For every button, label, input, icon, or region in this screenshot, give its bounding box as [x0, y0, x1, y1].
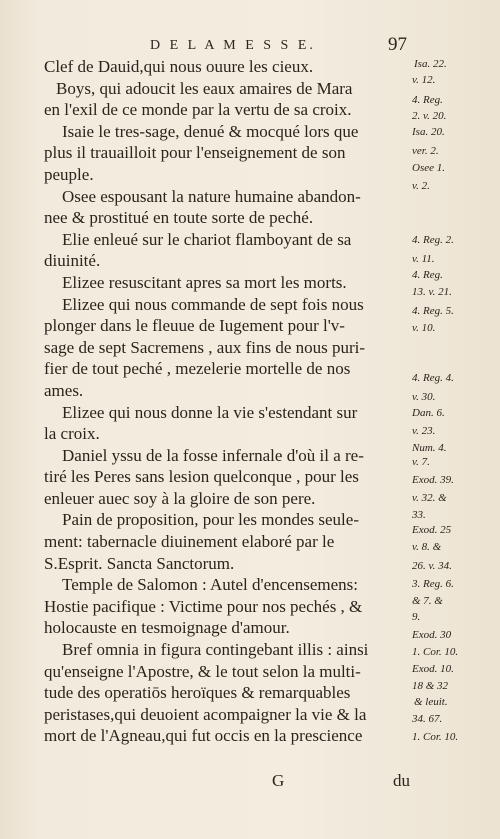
margin-note: v. 10. — [412, 322, 436, 334]
margin-note: & leuit. — [414, 696, 448, 708]
margin-note: Osee 1. — [412, 162, 445, 174]
text-line: Elizee qui nous commande de sept fois nous — [62, 294, 364, 314]
margin-note: 4. Reg. — [412, 269, 443, 281]
text-line: Osee espousant la nature humaine abandon- — [62, 186, 361, 206]
text-line: enleuer auec soy à la gloire de son pere. — [44, 488, 316, 508]
margin-note: v. 12. — [412, 74, 436, 86]
margin-note: 1. Cor. 10. — [412, 731, 459, 743]
margin-note: 26. v. 34. — [412, 560, 452, 572]
margin-note: 4. Reg. 2. — [412, 234, 454, 246]
text-line: qu'enseigne l'Apostre, & le tout selon la multi- — [44, 661, 361, 681]
margin-note: Isa. 22. — [414, 58, 447, 70]
margin-note: 4. Reg. 5. — [412, 305, 454, 317]
text-line: Pain de proposition, pour les mondes seule- — [62, 510, 359, 530]
text-line: Elizee resuscitant apres sa mort les morts. — [62, 272, 347, 292]
margin-note: v. 2. — [412, 180, 430, 192]
page-number: 97 — [388, 34, 407, 55]
text-line: Boys, qui adoucit les eaux amaires de Mara — [56, 78, 353, 98]
margin-note: 4. Reg. — [412, 94, 443, 106]
text-line: Daniel yssu de la fosse infernale d'où il a re- — [62, 445, 364, 465]
margin-note: 2. v. 20. — [412, 110, 447, 122]
running-header: D E L A M E S S E. — [150, 38, 316, 53]
signature-mark: G — [272, 771, 285, 790]
margin-note: 4. Reg. 4. — [412, 372, 454, 384]
text-line: la croix. — [44, 424, 100, 444]
text-line: sage de sept Sacremens , aux fins de nous puri- — [44, 337, 366, 357]
text-line: holocauste en tesmoignage d'amour. — [44, 618, 290, 638]
margin-note: 18 & 32 — [412, 680, 449, 692]
text-line: S.Esprit. Sancta Sanctorum. — [44, 553, 235, 573]
margin-note: & 7. & — [412, 595, 443, 607]
margin-note: Dan. 6. — [412, 407, 445, 419]
margin-note: v. 32. & — [412, 492, 447, 504]
text-line: Bref omnia in figura contingebant illis : ainsi — [62, 640, 369, 660]
margin-note: 13. v. 21. — [412, 286, 452, 298]
text-line: plus il trauailloit pour l'enseignement de son — [44, 143, 346, 163]
margin-note: v. 11. — [412, 253, 435, 265]
text-line: ames. — [44, 380, 84, 400]
text-line: Hostie pacifique : Victime pour nos pechés , & — [44, 596, 363, 616]
text-line: Elie enleué sur le chariot flamboyant de sa — [62, 229, 352, 249]
text-line: fier de tout peché , mezelerie mortelle de nos — [44, 359, 351, 379]
margin-note: Exod. 39. — [412, 474, 454, 486]
margin-note: Isa. 20. — [412, 126, 445, 138]
margin-note: Exod. 30 — [412, 629, 452, 641]
margin-note: ver. 2. — [412, 145, 439, 157]
text-line: Clef de Dauid,qui nous ouure les cieux. — [44, 57, 314, 76]
text-line: Temple de Salomon : Autel d'encensemens: — [62, 575, 358, 595]
text-line: Isaie le tres-sage, denué & mocqué lors que — [62, 121, 359, 141]
text-line: tude des operatiōs heroïques & remarquables — [44, 683, 351, 703]
margin-note: Exod. 25 — [412, 524, 452, 536]
margin-note: 34. 67. — [412, 713, 443, 725]
text-line: peristases,qui deuoient acompaigner la vie & la — [44, 704, 367, 724]
margin-note: 1. Cor. 10. — [412, 646, 459, 658]
margin-note: 3. Reg. 6. — [412, 578, 454, 590]
catchword: du — [393, 771, 410, 790]
margin-note: v. 8. & — [412, 541, 442, 553]
text-line: en l'exil de ce monde par la vertu de sa croix. — [44, 100, 352, 120]
text-line: mort de l'Agneau,qui fut occis en la prescience — [44, 726, 363, 746]
text-line: ment: tabernacle diuinement elaboré par le — [44, 532, 335, 552]
margin-note: v. 7. — [412, 456, 430, 468]
margin-note: v. 30. — [412, 391, 436, 403]
margin-note: Exod. 10. — [412, 663, 454, 675]
margin-note: Num. 4. — [412, 442, 447, 454]
margin-note: 33. — [412, 509, 426, 521]
text-line: plonger dans le fleuue de Iugement pour l'v- — [44, 316, 345, 336]
text-line: tiré les Peres sans lesion quelconque , pour les — [44, 467, 359, 487]
text-line: peuple. — [44, 164, 94, 184]
main-text-column — [44, 56, 412, 747]
margin-note: 9. — [412, 611, 421, 623]
text-line: nee & prostitué en toute sorte de peché. — [44, 208, 314, 228]
text-line: diuinité. — [44, 251, 101, 271]
text-line: Elizee qui nous donne la vie s'estendant sur — [62, 402, 358, 422]
margin-note: v. 23. — [412, 425, 436, 437]
